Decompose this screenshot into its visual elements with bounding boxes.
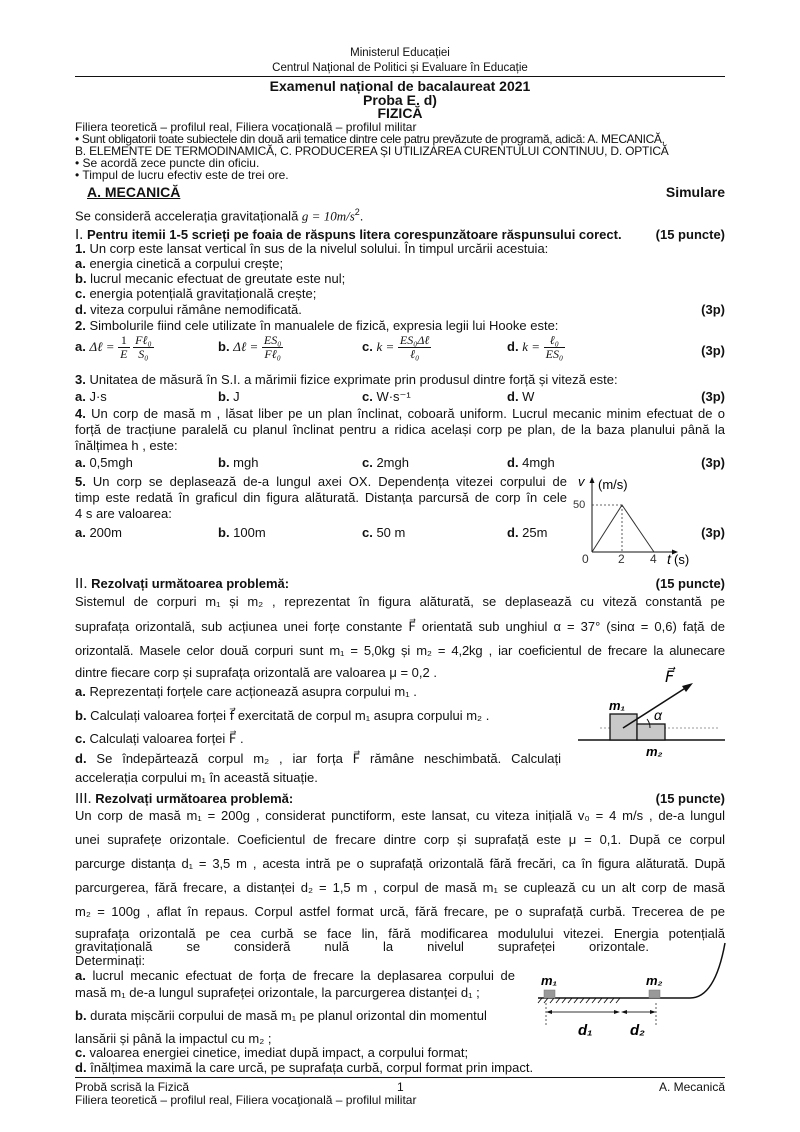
q3-stem	[75, 372, 725, 387]
option-letter: a.	[75, 525, 86, 540]
subject-title: FIZICĂ	[377, 105, 423, 121]
q5-option-d	[507, 525, 547, 540]
item-letter: c.	[75, 731, 86, 746]
q1-option-b	[75, 271, 725, 286]
item-text: Calculați valoarea forței f⃗ exercitată de corpul m₁ asupra corpului m₂ .	[86, 708, 490, 723]
part3-item-a	[75, 968, 515, 983]
option-letter: b.	[218, 525, 230, 540]
q3-option-c	[362, 389, 411, 404]
part3-determine: Determinați:	[75, 953, 146, 968]
q5-line-1	[75, 474, 567, 489]
item-text: lucrul mecanic efectuat de forța de frecare la deplasarea corpului de	[85, 968, 515, 983]
q2-num: 2.	[75, 318, 86, 333]
graph-y-label: v	[578, 474, 585, 489]
header-rule	[75, 76, 725, 77]
gravity-exp: 2	[354, 207, 360, 217]
option-letter: a.	[75, 256, 86, 271]
option-text: 0,5mgh	[85, 455, 133, 470]
part2-heading	[75, 576, 725, 591]
fraction	[133, 334, 154, 361]
part3-item-a-cont: masă m₁ de-a lungul suprafeței orizontale, la parcurgerea distanței d₁ ;	[75, 985, 480, 1000]
item-text: Reprezentați forțele care acționează asupra corpului m₁ .	[85, 684, 417, 699]
denominator: S₀	[138, 347, 149, 361]
blocks-force-figure	[570, 662, 730, 762]
option-letter: d.	[507, 389, 519, 404]
option-text: 25m	[518, 525, 548, 540]
q2-text: Simbolurile fiind cele utilizate în manualele de fizică, expresia legii lui Hooke este:	[85, 318, 559, 333]
part2-points: (15 puncte)	[655, 576, 725, 591]
option-letter: b.	[218, 455, 230, 470]
option-text: J	[229, 389, 240, 404]
q1-text: Un corp este lansat vertical în sus de la nivelul solului. În timpul urcării acestuia:	[85, 241, 549, 256]
proba-title: Proba E. d)	[363, 92, 437, 108]
option-letter: b.	[75, 271, 87, 286]
part1-heading	[75, 227, 725, 242]
part2-line-2: suprafața orizontală, sub acțiunea unei forțe constante F⃗ orientată sub unghiul α = 37° (sinα = 0,6) față de	[75, 619, 725, 634]
part2-item-d-cont: accelerația corpului m₁ în această situație.	[75, 770, 318, 785]
graph-x-tick: 2	[618, 552, 625, 566]
part3-heading	[75, 791, 725, 806]
q4-num: 4.	[75, 406, 86, 421]
instruction-1b: B. ELEMENTE DE TERMODINAMICĂ, C. PRODUCEREA ȘI UTILIZAREA CURENTULUI CONTINUU, D. OPTICĂ	[75, 144, 669, 158]
part3-line-1: Un corp de masă m₁ = 200g , considerat punctiform, este lansat, cu viteza inițială v₀ = 4 m/s , de-a lungul	[75, 808, 725, 823]
page-number: 1	[397, 1080, 404, 1094]
d2-label: d₂	[630, 1022, 645, 1039]
option-letter: d.	[507, 525, 519, 540]
option-text: 100m	[229, 525, 266, 540]
denominator: Fℓ₀	[264, 347, 281, 361]
q2-option-d	[507, 334, 565, 361]
item-text: înălțimea maximă la care urcă, pe suprafața curbă, corpul format prin impact.	[86, 1060, 534, 1075]
part2-line-1: Sistemul de corpuri m₁ și m₂ , reprezentat în figura alăturată, se deplasează cu viteză constantă pe	[75, 594, 725, 609]
option-letter: c.	[362, 455, 373, 470]
gravity-prefix: Se consideră accelerația gravitațională	[75, 208, 302, 224]
m2-label: m₂	[646, 744, 663, 759]
part3-item-b-cont: lansării și până la impactul cu m₂ ;	[75, 1031, 272, 1046]
option-text: J·s	[85, 389, 107, 404]
item-letter: b.	[75, 708, 87, 723]
q4-option-a	[75, 455, 133, 470]
gravity-value: g = 10m/s	[301, 208, 355, 224]
part2-line-3: orizontală. Masele celor două corpuri sunt m₁ = 5,0kg și m₂ = 4,2kg , iar coeficientul de frecare la alunecare	[75, 643, 725, 658]
part2-line-4: dintre fiecare corp și suprafața orizontală are valoarea μ = 0,2 .	[75, 665, 437, 680]
part3-line-5: m₂ = 100g , aflat în repaus. Corpul astfel format urcă, fără frecare, pe o suprafață curbă. Trecerea de pe	[75, 904, 725, 919]
option-text: 2mgh	[372, 455, 409, 470]
instruction-1a: • Sunt obligatorii toate subiectele din două arii tematice dintre cele patru prevăzute de programă, adică: A. MECANICĂ,	[75, 132, 665, 146]
q4-option-d	[507, 455, 555, 470]
q2-option-c	[362, 334, 431, 361]
center-name: Centrul Național de Politici și Evaluare în Educație	[272, 62, 528, 74]
q2-points: (3p)	[701, 343, 725, 358]
q3-option-b	[218, 389, 240, 404]
q2-option-a	[75, 334, 154, 361]
formula-lhs: Δℓ =	[89, 338, 115, 354]
q4-option-c	[362, 455, 409, 470]
angle-label: α	[654, 707, 662, 723]
gravity-suffix: .	[359, 208, 364, 224]
option-letter: c.	[362, 338, 373, 354]
part1-num: I.	[75, 226, 84, 243]
option-text: W·s⁻¹	[372, 389, 411, 404]
option-letter: d.	[75, 302, 87, 317]
graph-x-label: t	[667, 551, 671, 567]
section-header	[75, 184, 725, 200]
filiera-text: Filiera teoretică – profilul real, Filiera vocațională – profilul militar	[75, 120, 417, 134]
numerator: ES₀Δℓ	[399, 333, 430, 347]
q5-points: (3p)	[701, 525, 725, 540]
exam-title: Examenul național de bacalaureat 2021	[269, 78, 531, 94]
part2-item-d	[75, 751, 561, 766]
velocity-time-graph	[570, 472, 690, 567]
q5-num: 5.	[75, 474, 86, 489]
footer-right: A. Mecanică	[658, 1080, 725, 1094]
numerator: ℓ₀	[544, 334, 566, 348]
option-letter: c.	[362, 525, 373, 540]
part3-line-3: parcurge distanța d₁ = 3,5 m , acesta intră pe o suprafață orizontală fără frecări, ca în figura alăturată. După	[75, 856, 725, 871]
q4-option-b	[218, 455, 258, 470]
fraction	[544, 334, 566, 361]
option-text: mgh	[229, 455, 259, 470]
option-letter: a.	[75, 455, 86, 470]
instruction-3: • Timpul de lucru efectiv este de trei ore.	[75, 168, 289, 182]
q3-points: (3p)	[701, 389, 725, 404]
q5-option-c	[362, 525, 405, 540]
footer-filiera: Filiera teoretică – profilul real, Filiera vocaţională – profilul militar	[75, 1093, 417, 1107]
option-letter: b.	[218, 338, 230, 354]
option-letter: a.	[75, 338, 86, 354]
item-text: durata mișcării corpului de masă m₁ pe planul orizontal din momentul	[86, 1008, 487, 1023]
option-letter: a.	[75, 389, 86, 404]
part1-heading-text: Pentru itemii 1-5 scrieți pe foaia de răspuns litera corespunzătoare răspunsului corect.	[83, 227, 622, 242]
part3-heading-text: Rezolvați următoarea problemă:	[91, 791, 294, 806]
item-letter: b.	[75, 1008, 87, 1023]
q5-text-1: Un corp se deplasează de-a lungul axei OX. Dependența vitezei corpului de	[85, 474, 567, 489]
q3-num: 3.	[75, 372, 86, 387]
item-letter: a.	[75, 684, 86, 699]
q1-option-d	[75, 302, 725, 317]
footer-row	[75, 1081, 725, 1093]
q5-option-a	[75, 525, 122, 540]
instruction-2: • Se acordă zece puncte din oficiu.	[75, 156, 260, 170]
q4-points: (3p)	[701, 455, 725, 470]
part3-line-7: gravitațională se consideră nulă la nivelul suprafeței orizontale.	[75, 939, 649, 954]
m1-label: m₁	[609, 698, 626, 713]
option-text: 4mgh	[518, 455, 555, 470]
d1-label: d₁	[578, 1022, 593, 1039]
track-figure	[520, 935, 730, 1055]
option-letter: b.	[218, 389, 230, 404]
graph-x-tick: 0	[582, 552, 589, 566]
q4-line-3: înălțimea h , este:	[75, 438, 178, 453]
q4-line-2: forță de tracțiune paralelă cu planul înclinat pentru a ridica același corp pe plan, de la baza planului până la	[75, 422, 725, 437]
q4-line-1	[75, 406, 725, 421]
denominator: ℓ₀	[410, 347, 420, 361]
q5-option-b	[218, 525, 266, 540]
option-letter: c.	[362, 389, 373, 404]
option-text: viteza corpului rămâne nemodificată.	[86, 302, 302, 317]
option-letter: c.	[75, 286, 86, 301]
item-text: Calculați valoarea forței F⃗ .	[85, 731, 244, 746]
item-text: valoarea energiei cinetice, imediat după impact, a corpului format;	[85, 1045, 469, 1060]
q3-options	[75, 389, 725, 405]
graph-y-unit: (m/s)	[598, 477, 628, 492]
q1-num: 1.	[75, 241, 86, 256]
q5-line-2: timp este redată în graficul din figura alăturată. Distanța parcursă de corp în cele	[75, 490, 567, 505]
fraction	[398, 334, 432, 361]
option-text: 200m	[85, 525, 122, 540]
part3-line-2: unei suprafețe orizontale. Coeficientul de frecare dintre corp și suprafață este μ = 0,1. După ce corpul	[75, 832, 725, 847]
ministry-name: Ministerul Educației	[350, 47, 450, 59]
part3-item-d	[75, 1060, 725, 1075]
footer-rule	[75, 1077, 725, 1078]
gravity-note	[75, 205, 725, 223]
part2-heading-text: Rezolvați următoarea problemă:	[87, 576, 290, 591]
item-letter: d.	[75, 751, 87, 766]
part1-points: (15 puncte)	[655, 227, 725, 242]
q3-option-d	[507, 389, 534, 404]
q4-text-1: Un corp de masă m , lăsat liber pe un plan înclinat, coboară uniform. Lucrul mecanic minim efectuat de o	[85, 406, 725, 421]
part3-line-4: parcurgerea, fără frecare, a distanței d₂ = 1,5 m , corpul de masă m₁ se cuplează cu un alt corp de masă	[75, 880, 725, 895]
part2-num: II.	[75, 575, 88, 592]
formula-lhs: k =	[376, 338, 395, 354]
numerator: ES₀	[263, 333, 282, 347]
q1-points: (3p)	[701, 302, 725, 317]
option-text: energia cinetică a corpului crește;	[85, 256, 284, 271]
item-letter: c.	[75, 1045, 86, 1060]
item-letter: d.	[75, 1060, 87, 1075]
q3-option-a	[75, 389, 107, 404]
m1-label: m₁	[541, 973, 558, 988]
fraction: $\frac{1}{E}$	[120, 333, 128, 361]
denominator: ES₀	[545, 347, 564, 361]
part3-line-6: suprafața orizontală pe cea curbă se face lin, fără modificarea modulului vitezei. Energia potențială	[75, 926, 725, 941]
force-label: F⃗	[665, 669, 675, 686]
q2-option-b	[218, 334, 283, 361]
q4-options	[75, 455, 725, 471]
graph-x-unit: (s)	[674, 552, 690, 567]
option-letter: d.	[507, 455, 519, 470]
q1-option-c	[75, 286, 725, 301]
item-text: Se îndepărtează corpul m₂ , iar forța F⃗ rămâne neschimbată. Calculați	[86, 751, 561, 766]
option-letter: d.	[507, 338, 519, 354]
m2-label: m₂	[646, 973, 663, 988]
section-title: A. MECANICĂ	[87, 184, 181, 200]
option-text: W	[518, 389, 535, 404]
option-text: 50 m	[372, 525, 406, 540]
section-tag: Simulare	[665, 184, 725, 200]
q3-text: Unitatea de măsură în S.I. a mărimii fizice exprimate prin produsul dintre forță și viteză este:	[85, 372, 618, 387]
q2-options	[75, 332, 725, 368]
graph-y-tick: 50	[573, 499, 586, 511]
formula-lhs: k =	[522, 338, 540, 354]
graph-x-tick: 4	[650, 552, 657, 566]
q2-stem	[75, 318, 725, 333]
q1-option-a	[75, 256, 725, 271]
q1-stem	[75, 241, 725, 256]
option-text: energia potențială gravitațională crește;	[85, 286, 317, 301]
option-text: lucrul mecanic efectuat de greutate este nul;	[86, 271, 346, 286]
item-letter: a.	[75, 968, 86, 983]
numerator: Fℓ₀	[135, 333, 152, 347]
q5-line-3: 4 s are valoarea:	[75, 506, 172, 521]
formula-lhs: Δℓ =	[233, 338, 259, 354]
footer-left: Probă scrisă la Fizică	[75, 1080, 190, 1094]
fraction	[262, 334, 284, 361]
part3-num: III.	[75, 790, 92, 807]
part3-points: (15 puncte)	[655, 791, 725, 806]
